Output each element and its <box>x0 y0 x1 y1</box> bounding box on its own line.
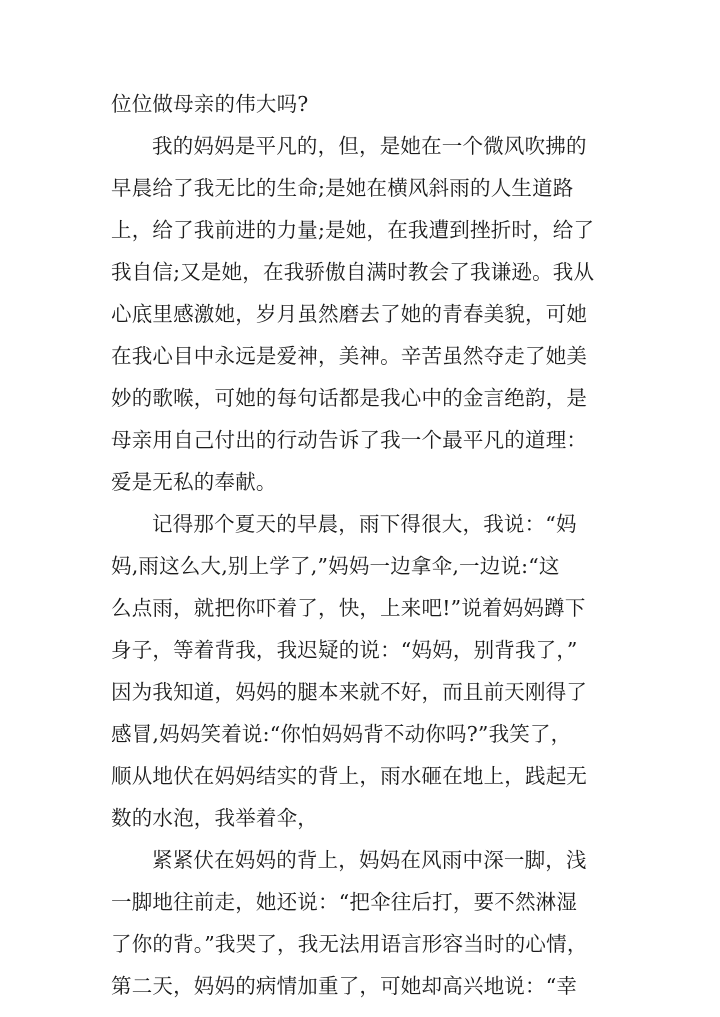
text-line: 身子，等着背我，我迟疑的说：“妈妈，别背我了，” <box>111 638 578 662</box>
text-line: 在我心目中永远是爱神，美神。辛苦虽然夺走了她美 <box>111 344 588 368</box>
text-line: 感冒,妈妈笑着说:“你怕妈妈背不动你吗?”我笑了， <box>111 722 572 746</box>
text-line: 妙的歌喉，可她的每句话都是我心中的金言绝韵，是 <box>111 386 588 410</box>
text-line: 我的妈妈是平凡的，但，是她在一个微风吹拂的 <box>152 134 587 158</box>
text-line: 第二天，妈妈的病情加重了，可她却高兴地说：“幸 <box>111 974 578 998</box>
text-line: 么点雨，就把你吓着了，快，上来吧!”说着妈妈蹲下 <box>111 596 586 620</box>
text-line: 妈,雨这么大,别上学了,”妈妈一边拿伞,一边说:“这 <box>111 554 560 578</box>
text-line: 一脚地往前走，她还说：“把伞往后打，要不然淋湿 <box>111 890 578 914</box>
text-line: 爱是无私的奉献。 <box>111 470 277 494</box>
text-line: 紧紧伏在妈妈的背上，妈妈在风雨中深一脚，浅 <box>152 848 587 872</box>
text-line: 因为我知道，妈妈的腿本来就不好，而且前天刚得了 <box>111 680 588 704</box>
text-line: 早晨给了我无比的生命;是她在横风斜雨的人生道路 <box>111 176 574 200</box>
text-line: 心底里感激她，岁月虽然磨去了她的青春美貌，可她 <box>111 302 588 326</box>
text-line: 上，给了我前进的力量;是她，在我遭到挫折时，给了 <box>111 218 595 242</box>
text-line: 我自信;又是她，在我骄傲自满时教会了我谦逊。我从 <box>111 260 595 284</box>
text-line: 顺从地伏在妈妈结实的背上，雨水砸在地上，践起无 <box>111 764 588 788</box>
text-line: 位位做母亲的伟大吗? <box>111 92 309 116</box>
text-line: 记得那个夏天的早晨，雨下得很大，我说：“妈 <box>152 512 577 536</box>
text-line: 母亲用自己付出的行动告诉了我一个最平凡的道理： <box>111 428 588 452</box>
text-line: 了你的背。”我哭了，我无法用语言形容当时的心情， <box>111 932 588 956</box>
text-line: 数的水泡，我举着伞， <box>111 806 318 830</box>
